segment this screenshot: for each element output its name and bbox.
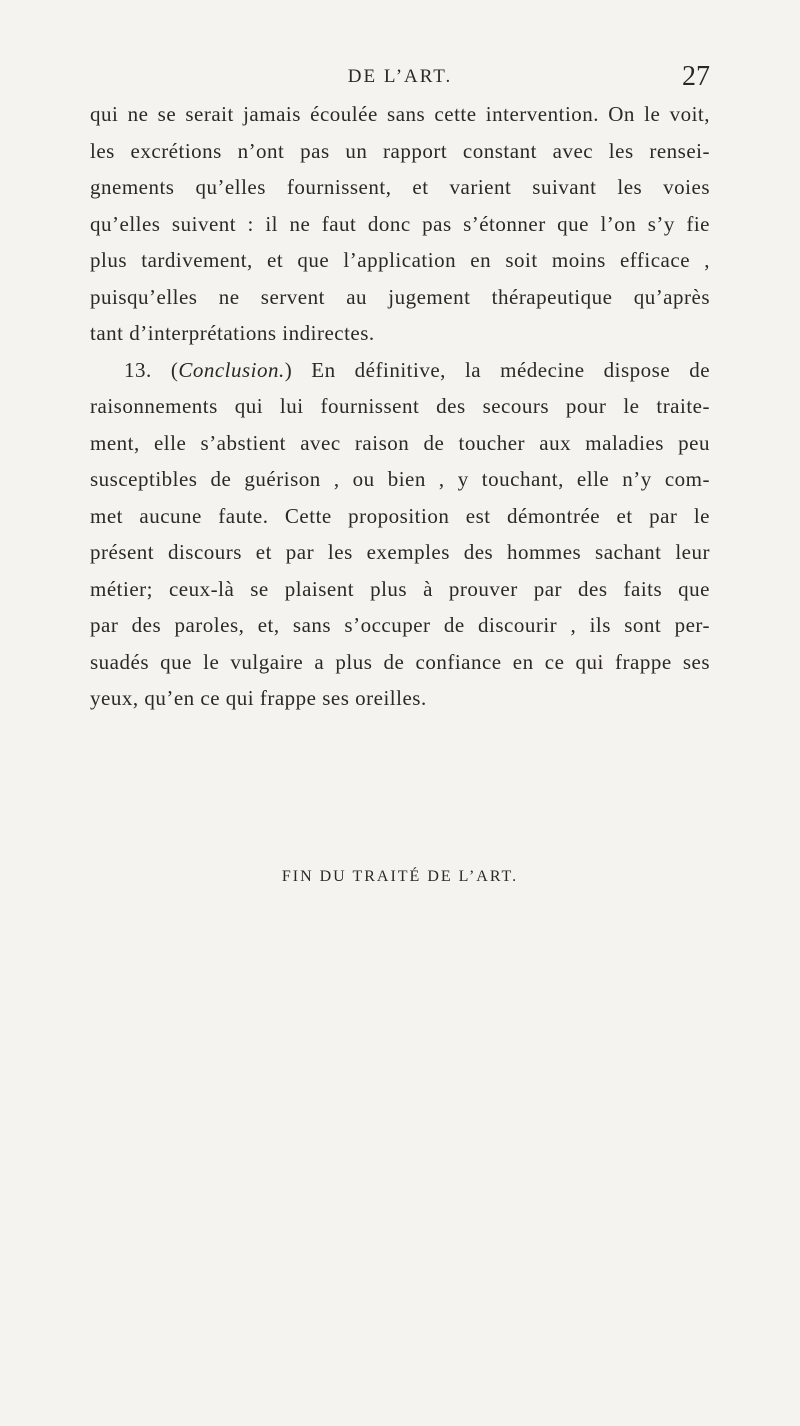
- text-line: susceptibles de guérison , ou bien , y touchant, elle n’y com-: [90, 467, 710, 491]
- text-line: métier; ceux-là se plaisent plus à prouver par des faits que: [90, 576, 710, 601]
- running-head: [90, 60, 710, 94]
- text-line: qui ne se serait jamais écoulée sans cette intervention. On le voit,: [90, 102, 710, 126]
- section-first-line-text: En définitive, la médecine dispose de: [311, 357, 711, 382]
- section-heading: Conclusion.: [178, 357, 285, 382]
- text-line: suadés que le vulgaire a plus de confiance en ce qui frappe ses: [90, 649, 710, 674]
- page-number: 27: [682, 61, 710, 92]
- text-line: puisqu’elles ne servent au jugement thérapeutique qu’après: [90, 284, 710, 309]
- text-line: gnements qu’elles fournissent, et varient suivant les voies: [90, 175, 710, 199]
- text-line: les excrétions n’ont pas un rapport constant avec les rensei-: [90, 138, 710, 163]
- body-text: [90, 96, 710, 717]
- text-line: met aucune faute. Cette proposition est démontrée et par le: [90, 503, 710, 528]
- text-line: yeux, qu’en ce qui frappe ses oreilles.: [90, 686, 427, 710]
- section-open-paren: (: [170, 357, 179, 382]
- section-first-line: [90, 352, 710, 389]
- section-close-paren: ): [284, 357, 293, 382]
- text-line: tant d’interprétations indirectes.: [90, 321, 375, 345]
- section-number: 13.: [124, 357, 152, 382]
- text-line: ment, elle s’abstient avec raison de toucher aux maladies peu: [90, 430, 710, 455]
- text-line: plus tardivement, et que l’application en soit moins efficace ,: [90, 248, 710, 272]
- text-line: par des paroles, et, sans s’occuper de discourir , ils sont per-: [90, 613, 710, 637]
- colophon: FIN DU TRAITÉ DE L’ART.: [281, 868, 519, 885]
- running-title: DE L’ART.: [347, 66, 453, 87]
- text-line: présent discours et par les exemples des hommes sachant leur: [90, 540, 710, 564]
- text-line: qu’elles suivent : il ne faut donc pas s’étonner que l’on s’y fie: [90, 211, 710, 236]
- text-line: raisonnements qui lui fournissent des secours pour le traite-: [90, 394, 710, 418]
